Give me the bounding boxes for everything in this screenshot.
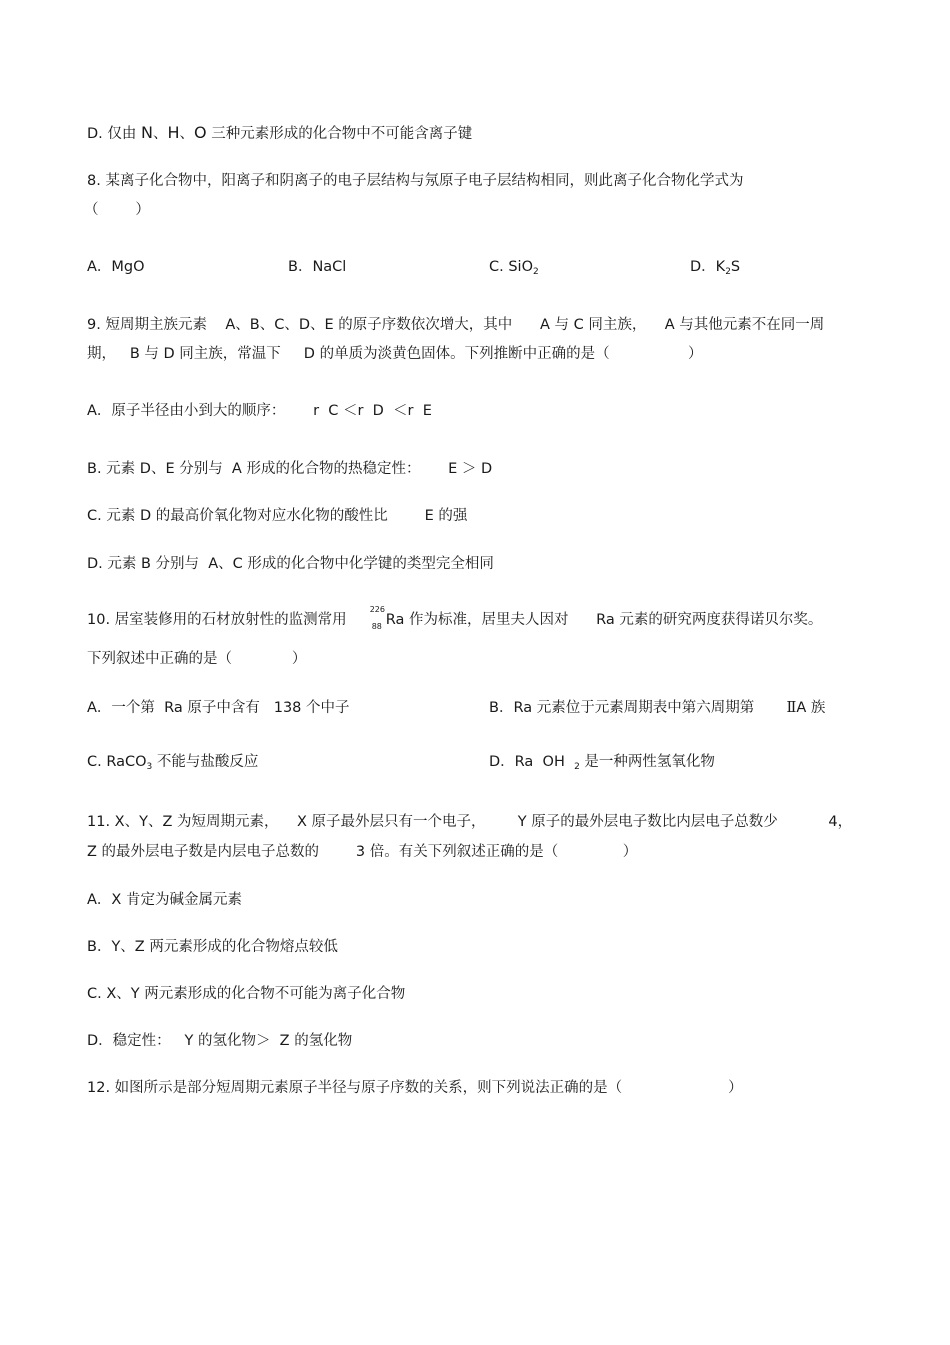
q10-stem-line2: 下列叙述中正确的是（ ） (87, 651, 307, 667)
q10-option-d (489, 753, 715, 776)
q7-option-d (87, 124, 472, 143)
q9-option-c: C. 元素 D 的最高价氧化物对应水化物的酸性比 E 的强 (87, 508, 468, 524)
q10b-roman: Ⅱ (786, 700, 797, 716)
q11-option-a: A．X 肯定为碱金属元素 (87, 892, 242, 908)
q7d-element-n: N (141, 123, 153, 142)
q8c-formula: C. SiO (489, 259, 533, 275)
q12-stem: 12. 如图所示是部分短周期元素原子半径与原子序数的关系，则下列说法正确的是（ ） (87, 1080, 743, 1096)
q8-answer-paren: （ ） (84, 202, 150, 218)
q8-option-b: B．NaCl (288, 259, 347, 275)
q8d-formula: D．K (690, 259, 726, 275)
q8-stem: 8. 某离子化合物中，阳离子和阴离子的电子层结构与氖原子电子层结构相同，则此离子化合物化学式为 (87, 173, 744, 189)
q8d-formula-tail: S (730, 259, 741, 275)
q10d-tail: 是一种两性氢氧化物 (579, 754, 715, 770)
q11-stem-line2: Z 的最外层电子数是内层电子总数的 3 倍。有关下列叙述正确的是（ ） (87, 844, 638, 860)
q10-stem-pre: 10. 居室装修用的石材放射性的监测常用 (87, 612, 370, 628)
q10d-formula: D．Ra OH (489, 754, 575, 770)
q10-stem-line1 (87, 605, 823, 631)
q10-stem-post: Ra 作为标准，居里夫人因对 Ra 元素的研究两度获得诺贝尔奖。 (385, 612, 823, 628)
q8-option-d (690, 258, 740, 281)
q8-option-a: A．MgO (87, 259, 145, 275)
q8d-subscript: 2 (725, 267, 731, 277)
q10-mass-number: 226 (369, 605, 385, 614)
q10c-subscript: 3 (146, 762, 153, 772)
q10b-text: B．Ra 元素位于元素周期表中第六周期第 (489, 700, 787, 716)
q7d-element-o: O (194, 123, 207, 142)
q9-option-a: A．原子半径由小到大的顺序： r C ＜r D ＜r E (87, 403, 432, 419)
q11-stem-line1: 11. X、Y、Z 为短周期元素， X 原子最外层只有一个电子， Y 原子的最外层电子数比内层电子总数少 4， (87, 814, 853, 830)
q7d-sep1: 、 (152, 126, 168, 142)
q10c-tail: 不能与盐酸反应 (152, 754, 259, 770)
q7d-tail: 三种元素形成的化合物中不可能含离子键 (206, 126, 473, 142)
q10-atomic-number: 88 (371, 622, 382, 631)
q9-option-d: D. 元素 B 分别与 A、C 形成的化合物中化学键的类型完全相同 (87, 556, 494, 572)
q10-nuclide-notation (369, 605, 386, 631)
q8c-subscript: 2 (533, 267, 539, 277)
q10c-formula: C. RaCO (87, 754, 147, 770)
q9-stem-line2: 期， B 与 D 同主族，常温下 D 的单质为淡黄色固体。下列推断中正确的是（ ） (87, 346, 703, 362)
q7d-sep2: 、 (179, 126, 194, 142)
q10-option-b (489, 699, 825, 717)
q11-option-b: B．Y、Z 两元素形成的化合物熔点较低 (87, 939, 338, 955)
q7d-text: D. 仅由 (87, 126, 141, 142)
q10-option-c (87, 753, 258, 776)
q9-option-b: B. 元素 D、E 分别与 A 形成的化合物的热稳定性： E ＞ D (87, 461, 493, 477)
q10d-subscript: 2 (574, 762, 580, 772)
q11-option-c: C. X、Y 两元素形成的化合物不可能为离子化合物 (87, 986, 406, 1002)
q7d-element-h: H (167, 123, 180, 142)
q10b-tail: A 族 (796, 700, 826, 716)
q10-option-a: A．一个第 Ra 原子中含有 138 个中子 (87, 700, 350, 716)
q8-option-c (489, 258, 539, 281)
q9-stem-line1: 9. 短周期主族元素 A、B、C、D、E 的原子序数依次增大，其中 A 与 C 同主族， A 与其他元素不在同一周 (87, 317, 825, 333)
q11-option-d: D．稳定性： Y 的氢化物＞ Z 的氢化物 (87, 1033, 353, 1049)
